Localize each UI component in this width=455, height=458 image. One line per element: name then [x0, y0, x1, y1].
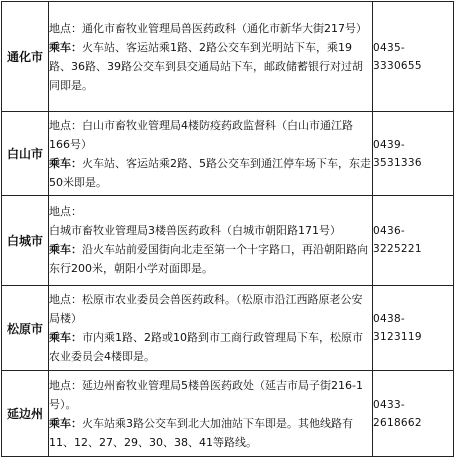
- bus-label: 乘车：: [49, 331, 82, 344]
- location-details: [49, 371, 373, 457]
- phone-area-code: 0433-: [373, 398, 406, 411]
- phone-area-code: 0435-: [373, 41, 406, 54]
- address-text: 松原市农业委员会兽医药政科。（松原市沿江西路原老公安局楼）: [49, 293, 363, 325]
- address-label: 地点：: [49, 293, 82, 306]
- address-text: 白城市畜牧业管理局3楼兽医药政科（白城市朝阳路171号）: [49, 224, 341, 238]
- address-label: 地点：: [49, 118, 82, 132]
- address-line: [49, 376, 372, 414]
- bus-text: 火车站、客运站乘1路、2路公交车到光明站下车，乘19路、36路、39路公交车到县交通局站下车，邮政储蓄银行对过胡同即是。: [49, 40, 363, 92]
- bus-label: 乘车：: [49, 416, 82, 430]
- address-text: 白山市畜牧业管理局4楼防疫药政监督科（白山市通江路166号）: [49, 118, 353, 151]
- bus-label: 乘车：: [49, 243, 82, 257]
- phone-number: [373, 285, 454, 371]
- bus-line: [49, 38, 372, 95]
- bus-line: [49, 154, 372, 192]
- locations-table: [1, 1, 454, 457]
- phone-local-number: 3531336: [373, 156, 422, 169]
- phone-number: [373, 112, 454, 196]
- address-text: 延边州畜牧业管理局5楼兽医药政处（延吉市局子街216-1号）。: [49, 378, 363, 411]
- city-name: 延边州: [2, 371, 49, 457]
- bus-line: [49, 240, 372, 278]
- bus-text: 火车站乘3路公交车到北大加油站下车即是。其他线路有11、12、27、29、30、38、41等路线。: [49, 416, 353, 449]
- bus-line: [49, 328, 372, 366]
- bus-text: 市内乘1路、2路或10路到市工商行政管理局下车，松原市农业委员会4楼即是。: [49, 331, 363, 363]
- phone-local-number: 3123119: [373, 331, 422, 343]
- bus-text: 火车站、客运站乘2路、5路公交车到通江停车场下车，东走50米即是。: [49, 156, 371, 189]
- bus-text: 沿火车站前爱国街向北走至第一个十字路口，再沿朝阳路向东行200米，朝阳小学对面即是。: [49, 243, 368, 276]
- phone-area-code: 0439-: [373, 138, 406, 151]
- location-details: [49, 2, 373, 112]
- bus-line: [49, 414, 372, 452]
- phone-number: [373, 371, 454, 457]
- address-line: [49, 290, 372, 328]
- address-label: 地点：: [49, 378, 82, 392]
- address-line: [49, 202, 372, 240]
- table-row: [2, 195, 454, 285]
- phone-local-number: 2618662: [373, 416, 422, 429]
- table-row: [2, 371, 454, 457]
- city-name: 松原市: [2, 285, 49, 371]
- address-line: [49, 116, 372, 154]
- bus-label: 乘车：: [49, 40, 82, 54]
- address-text: 通化市畜牧业管理局兽医药政科（通化市新华大街217号）: [82, 21, 367, 35]
- address-line: [49, 19, 372, 38]
- phone-local-number: 3330655: [373, 59, 422, 72]
- location-details: [49, 112, 373, 196]
- phone-area-code: 0436-: [373, 225, 406, 238]
- table-row: [2, 112, 454, 196]
- phone-local-number: 3225221: [373, 243, 422, 256]
- table-row: [2, 285, 454, 371]
- bus-label: 乘车：: [49, 156, 82, 170]
- address-label: 地点：: [49, 21, 82, 35]
- city-name: 白城市: [2, 195, 49, 285]
- phone-area-code: 0438-: [373, 313, 406, 325]
- phone-number: [373, 195, 454, 285]
- phone-number: [373, 2, 454, 112]
- city-name: 通化市: [2, 2, 49, 112]
- location-details: [49, 285, 373, 371]
- city-name: 白山市: [2, 112, 49, 196]
- address-label: 地点：: [49, 205, 82, 219]
- location-details: [49, 195, 373, 285]
- table-row: [2, 2, 454, 112]
